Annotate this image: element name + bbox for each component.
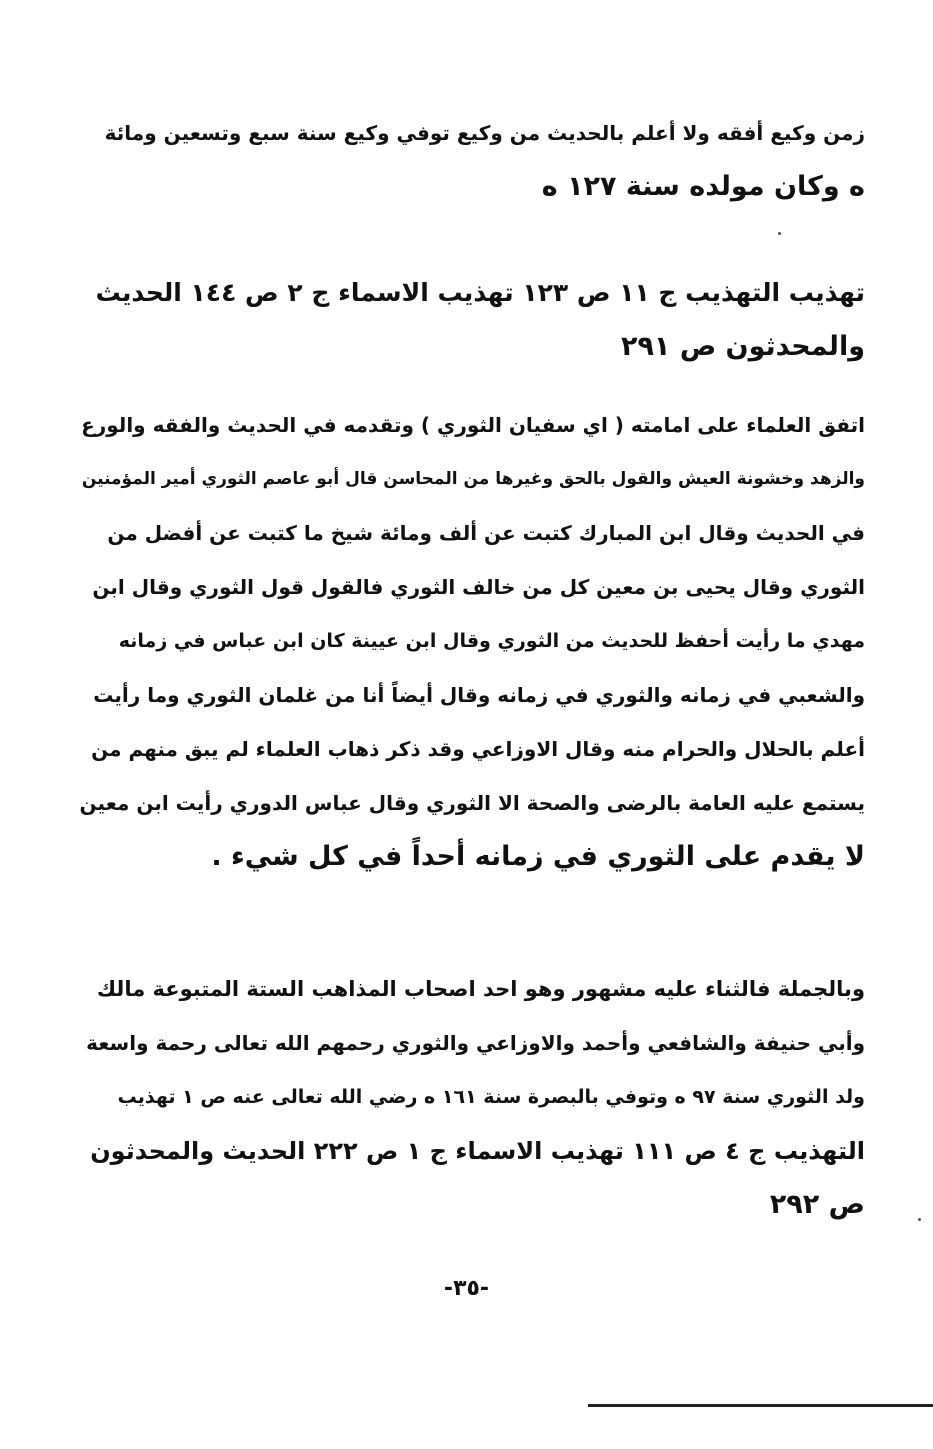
text-line: اتفق العلماء على امامته ( اي سفيان الثوري ) وتقدمه في الحديث والفقه والورع bbox=[81, 413, 865, 437]
scan-speck bbox=[918, 1218, 921, 1221]
text-line: زمن وكيع أفقه ولا أعلم بالحديث من وكيع توفي وكيع سنة سبع وتسعين ومائة bbox=[104, 121, 865, 145]
paragraph-references-1 bbox=[80, 266, 865, 374]
text-line: التهذيب ج ٤ ص ١١١ تهذيب الاسماء ج ١ ص ٢٢٢ الحديث والمحدثون bbox=[90, 1137, 865, 1165]
paragraph-waki-biography bbox=[80, 106, 865, 214]
text-line: وبالجملة فالثناء عليه مشهور وهو احد اصحاب المذاهب الستة المتبوعة مالك bbox=[96, 977, 865, 1001]
text-line: أعلم بالحلال والحرام منه وقال الاوزاعي وقد ذكر ذهاب العلماء لم يبق منهم من bbox=[91, 737, 865, 761]
text-line: لا يقدم على الثوري في زمانه أحداً في كل شيء . bbox=[211, 841, 865, 872]
text-line: ولد الثوري سنة ٩٧ ه وتوفي بالبصرة سنة ١٦١ ه رضي الله تعالى عنه ص ١ تهذيب bbox=[117, 1086, 865, 1108]
scan-speck bbox=[778, 232, 781, 235]
paragraph-thawri-summary bbox=[80, 962, 865, 1232]
text-line: والمحدثون ص ٢٩١ bbox=[620, 331, 865, 362]
text-line: ص ٢٩٢ bbox=[769, 1189, 865, 1220]
text-line: الثوري وقال يحيى بن معين كل من خالف الثوري فالقول قول الثوري وقال ابن bbox=[92, 575, 865, 599]
text-line: تهذيب التهذيب ج ١١ ص ١٢٣ تهذيب الاسماء ج ٢ ص ١٤٤ الحديث bbox=[95, 278, 865, 307]
text-line: مهدي ما رأيت أحفظ للحديث من الثوري وقال ابن عيينة كان ابن عباس في زمانه bbox=[118, 630, 865, 652]
page-number: -٣٥- bbox=[443, 1276, 490, 1301]
text-line: يستمع عليه العامة بالرضى والصحة الا الثوري وقال عباس الدوري رأيت ابن معين bbox=[80, 791, 865, 815]
text-line: والزهد وخشونة العيش والقول بالحق وغيرها من المحاسن قال أبو عاصم الثوري أمير المؤمنين bbox=[81, 469, 865, 489]
bottom-rule bbox=[588, 1404, 933, 1407]
text-line: وأبي حنيفة والشافعي وأحمد والاوزاعي والثوري رحمهم الله تعالى رحمة واسعة bbox=[86, 1031, 865, 1055]
text-line: والشعبي في زمانه والثوري في زمانه وقال أيضاً أنا من غلمان الثوري وما رأيت bbox=[93, 683, 865, 707]
text-line: في الحديث وقال ابن المبارك كتبت عن ألف ومائة شيخ ما كتبت عن أفضل من bbox=[107, 521, 865, 545]
paragraph-thawri-praise bbox=[80, 398, 865, 884]
text-line: ه وكان مولده سنة ١٢٧ ه bbox=[541, 171, 865, 202]
